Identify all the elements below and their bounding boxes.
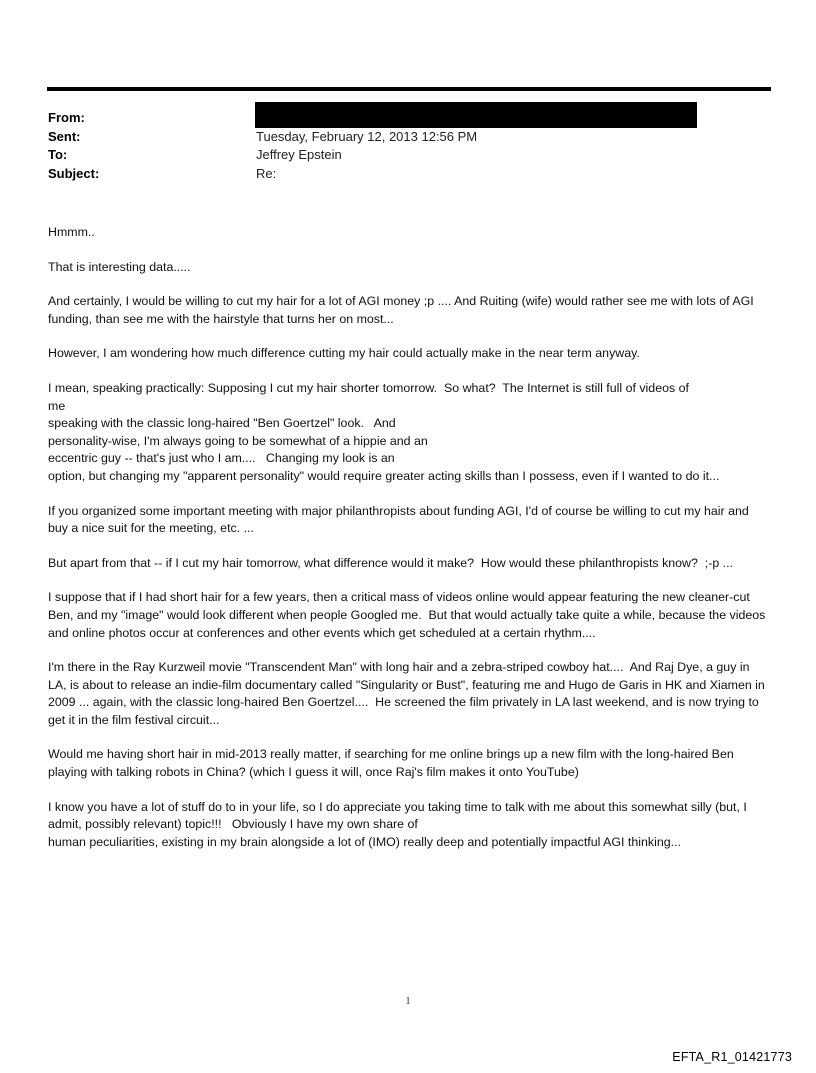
- email-body: [48, 224, 770, 868]
- body-paragraph: I mean, speaking practically: Supposing I cut my hair shorter tomorrow. So what? The Internet is still full of videos of me speaking with the classic long-haired "Ben Goertzel" look. And personality-wise, I'm always going to be somewhat of a hippie and an eccentric guy -- that's just who I am.... Changing my look is an option, but changing my "apparent personality" would require greater acting skills than I possess, even if I wanted to do it...: [48, 380, 720, 483]
- email-header: [48, 109, 768, 183]
- header-divider: [47, 87, 771, 91]
- page-number: 1: [405, 996, 411, 1007]
- body-paragraph: I'm there in the Ray Kurzweil movie "Transcendent Man" with long hair and a zebra-striped cowboy hat.... And Raj Dye, a guy in LA, is about to release an indie-film documentary called "Singularity or Bust", featuring me and Hugo de Garis in HK and Xiamen in 2009 ... again, with the classic long-haired Ben Goertzel.... He screened the film privately in LA last weekend, and is now trying to get it in the film festival circuit...: [48, 660, 769, 727]
- subject-row: [48, 165, 768, 184]
- to-value: Jeffrey Epstein: [256, 147, 342, 162]
- body-paragraph: However, I am wondering how much difference cutting my hair could actually make in the near term anyway.: [48, 346, 640, 361]
- to-label: To:: [48, 147, 68, 162]
- subject-label: Subject:: [48, 165, 100, 181]
- sent-value: Tuesday, February 12, 2013 12:56 PM: [256, 128, 478, 144]
- sent-label: Sent:: [48, 128, 81, 144]
- body-paragraph: I know you have a lot of stuff do to in your life, so I do appreciate you taking time to talk with me about this somewhat silly (but, I admit, possibly relevant) topic!!! Obviously I have my own share of human peculiarities, existing in my brain alongside a lot of (IMO) really deep and potentially impactful AGI thinking...: [48, 799, 747, 849]
- body-paragraph: That is interesting data.....: [48, 259, 191, 274]
- body-paragraph: And certainly, I would be willing to cut my hair for a lot of AGI money ;p .... And Ruiting (wife) would rather see me with lots of AGI funding, than see me with the hairstyle that turns her on most...: [48, 294, 758, 326]
- body-paragraph: If you organized some important meeting with major philanthropists about funding AGI, I'd of course be willing to cut my hair and buy a nice suit for the meeting, etc. ...: [48, 503, 753, 536]
- subject-value: Re:: [256, 165, 277, 181]
- body-paragraph: But apart from that -- if I cut my hair tomorrow, what difference would it make? How would these philanthropists know? ;-p ...: [48, 555, 733, 570]
- sent-row: [48, 128, 768, 147]
- from-row: [48, 109, 768, 128]
- document-id: EFTA_R1_01421773: [672, 1050, 792, 1064]
- from-label: From:: [48, 110, 85, 125]
- body-paragraph: Hmmm..: [48, 225, 95, 239]
- to-row: [48, 146, 768, 165]
- body-paragraph: Would me having short hair in mid-2013 really matter, if searching for me online brings up a new film with the long-haired Ben playing with talking robots in China? (which I guess it will, once Raj's film makes it onto YouTube): [48, 747, 738, 780]
- body-paragraph: I suppose that if I had short hair for a few years, then a critical mass of videos online would appear featuring the new cleaner-cut Ben, and my "image" would look different when people Googled me. But that would actually take quite a while, because the videos and online photos occur at conferences and other events which get scheduled at a certain rhythm....: [48, 590, 769, 640]
